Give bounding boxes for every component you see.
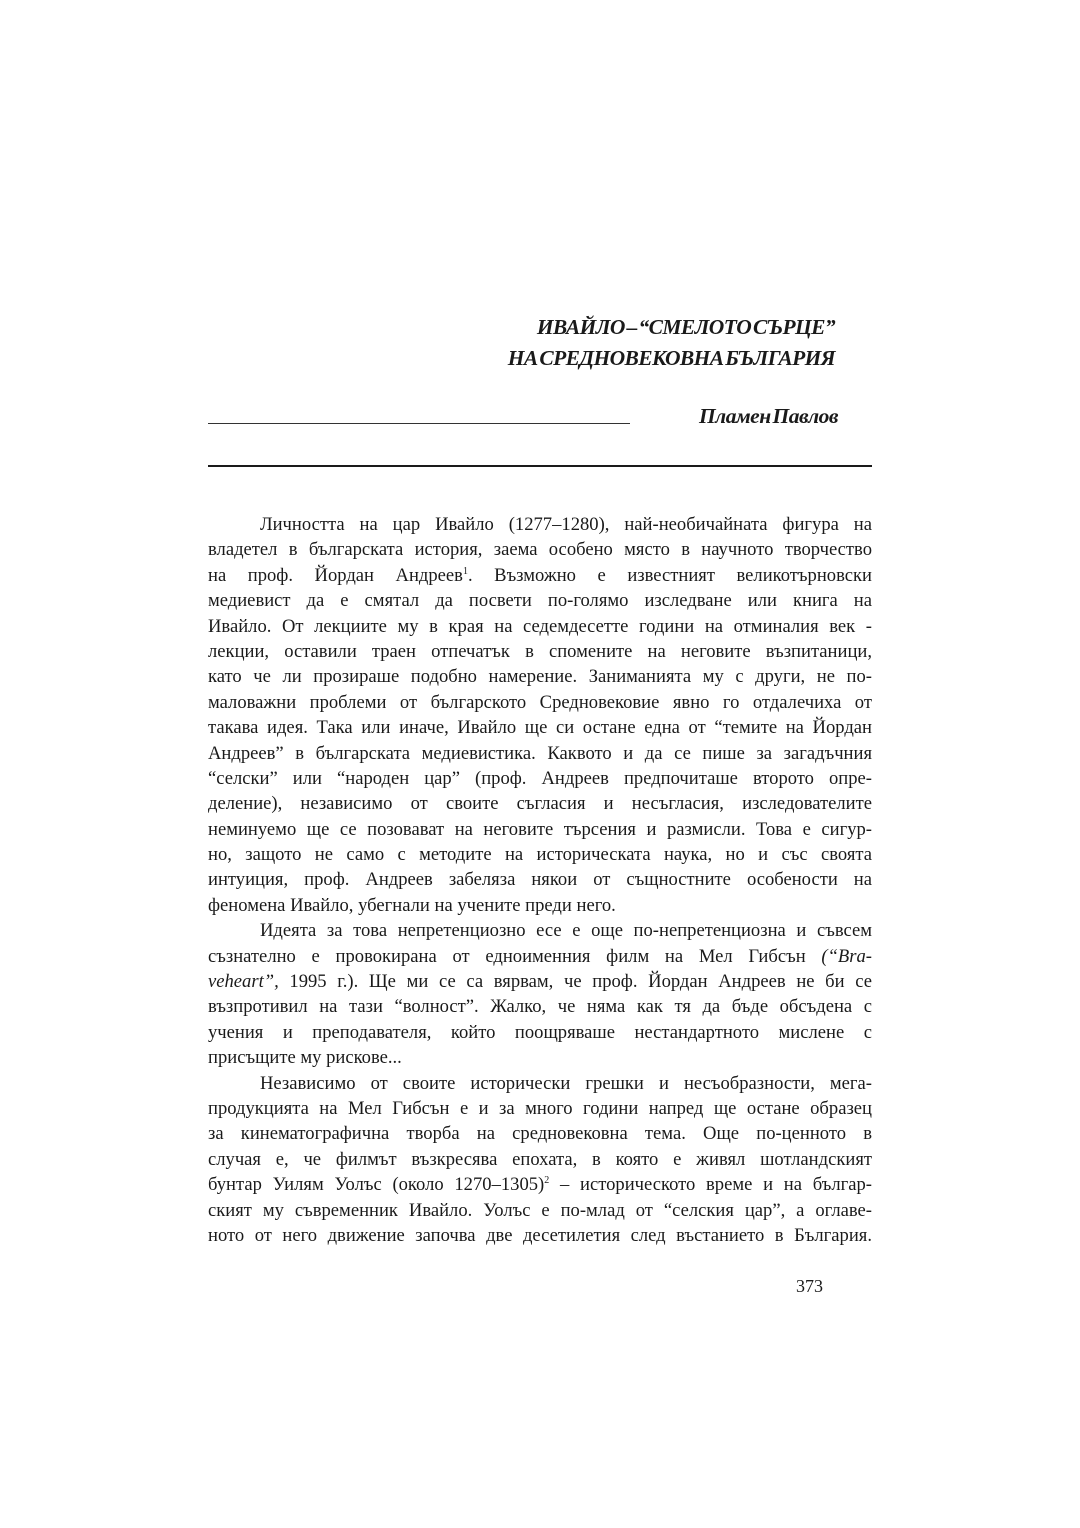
- body-line: владетел в българската история, заема особено място в научното творчество: [208, 539, 872, 561]
- body-line: медиевист да е смятал да посвети по-голямо изследване или книга на: [208, 590, 872, 612]
- article-title-line-1: ИВАЙЛО – “СМЕЛОТО СЪРЦЕ”: [536, 315, 835, 339]
- article-title: [508, 312, 835, 374]
- film-title-italic: veheart”,: [208, 971, 279, 993]
- body-line: Андреев” в българската медиевистика. Каквото и да се пише за загадъчния: [208, 742, 872, 764]
- body-line: възпротивил на тази “волност”. Жалко, че няма как тя да бъде обсъдена с: [208, 996, 872, 1018]
- body-line: ският му съвременник Ивайло. Уолъс е по-млад от “селския цар”, а оглаве-: [208, 1199, 872, 1221]
- body-line: интуиция, проф. Андреев забеляза някои от същностните особености на: [208, 869, 872, 891]
- body-text-span: . Възможно е известният великотърновски: [467, 564, 872, 586]
- body-line: за кинематографична творба на средновековна тема. Още по-ценното в: [208, 1123, 872, 1145]
- body-line: “селски” или “народен цар” (проф. Андреев предпочиташе второто опре-: [208, 767, 872, 789]
- author-rule-divider: [208, 423, 630, 424]
- page-number: 373: [796, 1276, 823, 1296]
- body-line: присъщите му рискове...: [208, 1047, 402, 1069]
- body-line: неминуемо ще се позовават на неговите търсения и размисли. Това е сигур-: [208, 818, 872, 840]
- author-name: Пламен Павлов: [698, 404, 838, 428]
- body-line: Идеята за това непретенциозно есе е още по-непретенциозна и съвсем: [260, 920, 872, 942]
- footnote-ref-2[interactable]: 2: [544, 1175, 550, 1187]
- body-line: учения и преподавателя, който поощряваше нестандартното мислене с: [208, 1021, 872, 1043]
- article-body: [208, 512, 872, 1248]
- body-line: случая е, че филмът възкресява епохата, в която е живял шотландският: [208, 1148, 872, 1170]
- body-line: Ивайло. От лекциите му в края на седемдесетте години на отминалия век -: [208, 615, 872, 637]
- body-line: Независимо от своите исторически грешки и несъобразности, мега-: [260, 1072, 872, 1094]
- body-line: феномена Ивайло, убегнали на учените преди него.: [208, 894, 616, 916]
- body-line: [208, 944, 872, 969]
- body-line: [208, 1172, 872, 1197]
- footnote-ref-1[interactable]: 1: [462, 565, 468, 577]
- body-line: Личността на цар Ивайло (1277–1280), най-необичайната фигура на: [260, 514, 872, 535]
- body-line: но, защото не само с методите на историческата наука, но и със своята: [208, 844, 872, 866]
- article-title-line-2: НА СРЕДНОВЕКОВНА БЪЛГАРИЯ: [507, 346, 835, 370]
- body-line: [208, 563, 872, 588]
- body-line: продукцията на Мел Гибсън е и за много години напред ще остане образец: [208, 1097, 872, 1119]
- header-rule-divider: [208, 465, 872, 467]
- body-line: като че ли прозираше подобно намерение. Заниманията му с други, не по-: [208, 666, 872, 688]
- author-row: [208, 404, 872, 434]
- body-text-span: на проф. Йордан Андреев: [208, 564, 463, 586]
- body-line: [208, 969, 872, 994]
- body-line: лекции, оставили траен отпечатък в спомените на неговите възпитаници,: [208, 640, 872, 662]
- body-text-span: – историческото време и на българ-: [549, 1174, 872, 1196]
- body-text-span: съзнателно е провокирана от едноименния филм на Мел Гибсън: [208, 945, 822, 967]
- body-line: ното от него движение започва две десетилетия след въстанието в България.: [208, 1224, 872, 1246]
- body-line: маловажни проблеми от българското Средновековие явно го отдалечиха от: [208, 691, 872, 713]
- body-text-span: бунтар Уилям Уолъс (около 1270–1305): [208, 1174, 545, 1196]
- film-title-italic: (“Bra-: [821, 945, 872, 967]
- body-line: такава идея. Така или иначе, Ивайло ще си остане една от “темите на Йордан: [208, 717, 872, 739]
- body-text-span: 1995 г.). Ще ми се са вярвам, че проф. Йордан Андреев не би се: [278, 971, 872, 993]
- body-line: деление), независимо от своите съгласия и несъгласия, изследователите: [208, 793, 872, 815]
